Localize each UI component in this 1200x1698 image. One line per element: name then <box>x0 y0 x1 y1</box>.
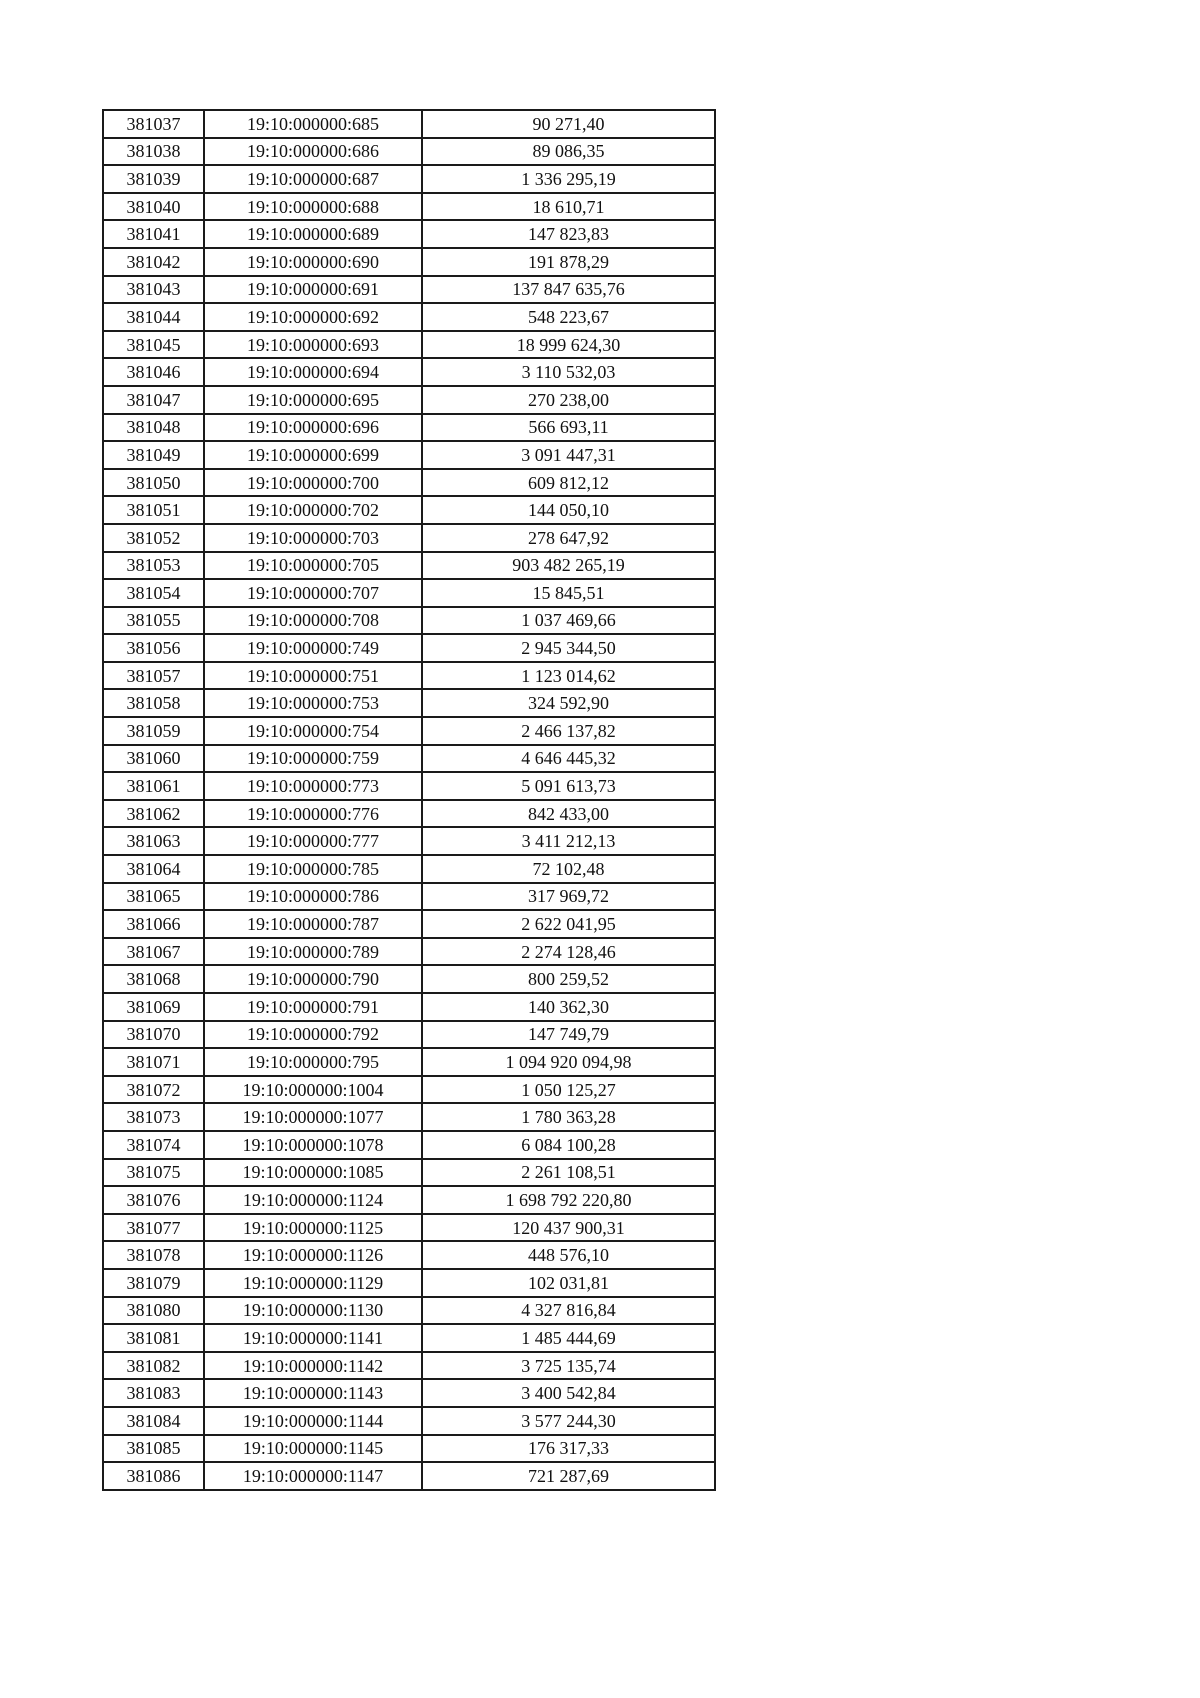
amount-cell: 176 317,33 <box>422 1435 715 1463</box>
cadastral-number-cell: 19:10:000000:703 <box>204 524 422 552</box>
table-row <box>103 220 715 248</box>
table-row <box>103 745 715 773</box>
row-number-cell: 381038 <box>103 138 204 166</box>
table-row <box>103 165 715 193</box>
amount-cell: 6 084 100,28 <box>422 1131 715 1159</box>
table-row <box>103 1269 715 1297</box>
cadastral-number-cell: 19:10:000000:1144 <box>204 1407 422 1435</box>
amount-cell: 448 576,10 <box>422 1241 715 1269</box>
row-number-cell: 381059 <box>103 717 204 745</box>
row-number-cell: 381067 <box>103 938 204 966</box>
row-number-cell: 381060 <box>103 745 204 773</box>
amount-cell: 144 050,10 <box>422 496 715 524</box>
table-row <box>103 772 715 800</box>
cadastral-number-cell: 19:10:000000:689 <box>204 220 422 248</box>
cadastral-number-cell: 19:10:000000:688 <box>204 193 422 221</box>
row-number-cell: 381073 <box>103 1103 204 1131</box>
amount-cell: 1 485 444,69 <box>422 1324 715 1352</box>
cadastral-number-cell: 19:10:000000:787 <box>204 910 422 938</box>
amount-cell: 2 622 041,95 <box>422 910 715 938</box>
amount-cell: 120 437 900,31 <box>422 1214 715 1242</box>
row-number-cell: 381050 <box>103 469 204 497</box>
cadastral-number-cell: 19:10:000000:696 <box>204 414 422 442</box>
row-number-cell: 381079 <box>103 1269 204 1297</box>
row-number-cell: 381075 <box>103 1159 204 1187</box>
cadastral-number-cell: 19:10:000000:693 <box>204 331 422 359</box>
amount-cell: 2 274 128,46 <box>422 938 715 966</box>
amount-cell: 1 780 363,28 <box>422 1103 715 1131</box>
row-number-cell: 381078 <box>103 1241 204 1269</box>
row-number-cell: 381037 <box>103 110 204 138</box>
amount-cell: 89 086,35 <box>422 138 715 166</box>
table-row <box>103 965 715 993</box>
amount-cell: 1 037 469,66 <box>422 607 715 635</box>
table-row <box>103 303 715 331</box>
amount-cell: 609 812,12 <box>422 469 715 497</box>
row-number-cell: 381080 <box>103 1297 204 1325</box>
cadastral-number-cell: 19:10:000000:695 <box>204 386 422 414</box>
cadastral-number-cell: 19:10:000000:1141 <box>204 1324 422 1352</box>
table-row <box>103 993 715 1021</box>
table-row <box>103 1021 715 1049</box>
cadastral-number-cell: 19:10:000000:1085 <box>204 1159 422 1187</box>
row-number-cell: 381071 <box>103 1048 204 1076</box>
cadastral-number-cell: 19:10:000000:791 <box>204 993 422 1021</box>
table-row <box>103 1214 715 1242</box>
cadastral-number-cell: 19:10:000000:1145 <box>204 1435 422 1463</box>
row-number-cell: 381056 <box>103 634 204 662</box>
amount-cell: 2 466 137,82 <box>422 717 715 745</box>
table-row <box>103 1435 715 1463</box>
row-number-cell: 381054 <box>103 579 204 607</box>
cadastral-number-cell: 19:10:000000:1147 <box>204 1462 422 1490</box>
row-number-cell: 381083 <box>103 1379 204 1407</box>
row-number-cell: 381063 <box>103 827 204 855</box>
table-row <box>103 1103 715 1131</box>
cadastral-number-cell: 19:10:000000:692 <box>204 303 422 331</box>
cadastral-number-cell: 19:10:000000:1143 <box>204 1379 422 1407</box>
table-body <box>103 110 715 1490</box>
row-number-cell: 381069 <box>103 993 204 1021</box>
row-number-cell: 381047 <box>103 386 204 414</box>
row-number-cell: 381068 <box>103 965 204 993</box>
table-row <box>103 1131 715 1159</box>
table-row <box>103 469 715 497</box>
cadastral-number-cell: 19:10:000000:759 <box>204 745 422 773</box>
table-row <box>103 386 715 414</box>
cadastral-number-cell: 19:10:000000:700 <box>204 469 422 497</box>
table-row <box>103 938 715 966</box>
row-number-cell: 381086 <box>103 1462 204 1490</box>
cadastral-number-cell: 19:10:000000:790 <box>204 965 422 993</box>
row-number-cell: 381040 <box>103 193 204 221</box>
table-row <box>103 634 715 662</box>
table-row <box>103 689 715 717</box>
cadastral-number-cell: 19:10:000000:749 <box>204 634 422 662</box>
cadastral-number-cell: 19:10:000000:777 <box>204 827 422 855</box>
cadastral-number-cell: 19:10:000000:785 <box>204 855 422 883</box>
table-row <box>103 1048 715 1076</box>
cadastral-number-cell: 19:10:000000:1130 <box>204 1297 422 1325</box>
row-number-cell: 381046 <box>103 358 204 386</box>
amount-cell: 137 847 635,76 <box>422 276 715 304</box>
amount-cell: 3 725 135,74 <box>422 1352 715 1380</box>
cadastral-number-cell: 19:10:000000:691 <box>204 276 422 304</box>
table-row <box>103 1379 715 1407</box>
amount-cell: 1 336 295,19 <box>422 165 715 193</box>
amount-cell: 4 646 445,32 <box>422 745 715 773</box>
row-number-cell: 381061 <box>103 772 204 800</box>
amount-cell: 72 102,48 <box>422 855 715 883</box>
cadastral-number-cell: 19:10:000000:705 <box>204 552 422 580</box>
row-number-cell: 381082 <box>103 1352 204 1380</box>
cadastral-number-cell: 19:10:000000:702 <box>204 496 422 524</box>
amount-cell: 1 094 920 094,98 <box>422 1048 715 1076</box>
amount-cell: 4 327 816,84 <box>422 1297 715 1325</box>
table-row <box>103 1324 715 1352</box>
cadastral-number-cell: 19:10:000000:708 <box>204 607 422 635</box>
row-number-cell: 381042 <box>103 248 204 276</box>
table-row <box>103 248 715 276</box>
row-number-cell: 381066 <box>103 910 204 938</box>
amount-cell: 90 271,40 <box>422 110 715 138</box>
amount-cell: 842 433,00 <box>422 800 715 828</box>
table-row <box>103 800 715 828</box>
row-number-cell: 381064 <box>103 855 204 883</box>
cadastral-number-cell: 19:10:000000:690 <box>204 248 422 276</box>
table-row <box>103 358 715 386</box>
amount-cell: 270 238,00 <box>422 386 715 414</box>
amount-cell: 278 647,92 <box>422 524 715 552</box>
table-row <box>103 579 715 607</box>
amount-cell: 140 362,30 <box>422 993 715 1021</box>
cadastral-number-cell: 19:10:000000:1142 <box>204 1352 422 1380</box>
row-number-cell: 381062 <box>103 800 204 828</box>
cadastral-number-cell: 19:10:000000:694 <box>204 358 422 386</box>
cadastral-number-cell: 19:10:000000:1078 <box>204 1131 422 1159</box>
amount-cell: 5 091 613,73 <box>422 772 715 800</box>
cadastral-number-cell: 19:10:000000:699 <box>204 441 422 469</box>
cadastral-number-cell: 19:10:000000:707 <box>204 579 422 607</box>
row-number-cell: 381051 <box>103 496 204 524</box>
row-number-cell: 381057 <box>103 662 204 690</box>
amount-cell: 18 610,71 <box>422 193 715 221</box>
row-number-cell: 381055 <box>103 607 204 635</box>
table-row <box>103 1076 715 1104</box>
cadastral-number-cell: 19:10:000000:685 <box>204 110 422 138</box>
amount-cell: 566 693,11 <box>422 414 715 442</box>
amount-cell: 800 259,52 <box>422 965 715 993</box>
cadastral-number-cell: 19:10:000000:686 <box>204 138 422 166</box>
table-row <box>103 138 715 166</box>
table-row <box>103 662 715 690</box>
amount-cell: 3 110 532,03 <box>422 358 715 386</box>
row-number-cell: 381048 <box>103 414 204 442</box>
cadastral-number-cell: 19:10:000000:751 <box>204 662 422 690</box>
row-number-cell: 381049 <box>103 441 204 469</box>
table-row <box>103 441 715 469</box>
amount-cell: 317 969,72 <box>422 883 715 911</box>
amount-cell: 3 577 244,30 <box>422 1407 715 1435</box>
row-number-cell: 381053 <box>103 552 204 580</box>
cadastral-number-cell: 19:10:000000:1125 <box>204 1214 422 1242</box>
cadastral-number-cell: 19:10:000000:792 <box>204 1021 422 1049</box>
table-row <box>103 1352 715 1380</box>
row-number-cell: 381041 <box>103 220 204 248</box>
row-number-cell: 381074 <box>103 1131 204 1159</box>
cadastral-number-cell: 19:10:000000:1129 <box>204 1269 422 1297</box>
amount-cell: 3 091 447,31 <box>422 441 715 469</box>
row-number-cell: 381077 <box>103 1214 204 1242</box>
amount-cell: 3 411 212,13 <box>422 827 715 855</box>
row-number-cell: 381072 <box>103 1076 204 1104</box>
table-row <box>103 496 715 524</box>
cadastral-number-cell: 19:10:000000:786 <box>204 883 422 911</box>
amount-cell: 15 845,51 <box>422 579 715 607</box>
amount-cell: 1 698 792 220,80 <box>422 1186 715 1214</box>
cadastral-value-table <box>102 109 716 1491</box>
row-number-cell: 381081 <box>103 1324 204 1352</box>
cadastral-number-cell: 19:10:000000:1126 <box>204 1241 422 1269</box>
row-number-cell: 381052 <box>103 524 204 552</box>
table-row <box>103 717 715 745</box>
cadastral-number-cell: 19:10:000000:754 <box>204 717 422 745</box>
cadastral-number-cell: 19:10:000000:1004 <box>204 1076 422 1104</box>
cadastral-number-cell: 19:10:000000:1077 <box>204 1103 422 1131</box>
amount-cell: 1 050 125,27 <box>422 1076 715 1104</box>
table-row <box>103 110 715 138</box>
amount-cell: 903 482 265,19 <box>422 552 715 580</box>
row-number-cell: 381065 <box>103 883 204 911</box>
row-number-cell: 381043 <box>103 276 204 304</box>
amount-cell: 1 123 014,62 <box>422 662 715 690</box>
table-row <box>103 276 715 304</box>
amount-cell: 18 999 624,30 <box>422 331 715 359</box>
table-row <box>103 607 715 635</box>
row-number-cell: 381076 <box>103 1186 204 1214</box>
amount-cell: 147 823,83 <box>422 220 715 248</box>
table-row <box>103 414 715 442</box>
row-number-cell: 381085 <box>103 1435 204 1463</box>
amount-cell: 102 031,81 <box>422 1269 715 1297</box>
table-row <box>103 827 715 855</box>
table-row <box>103 1241 715 1269</box>
amount-cell: 721 287,69 <box>422 1462 715 1490</box>
table-row <box>103 1186 715 1214</box>
row-number-cell: 381084 <box>103 1407 204 1435</box>
row-number-cell: 381039 <box>103 165 204 193</box>
amount-cell: 2 945 344,50 <box>422 634 715 662</box>
cadastral-number-cell: 19:10:000000:789 <box>204 938 422 966</box>
row-number-cell: 381070 <box>103 1021 204 1049</box>
cadastral-number-cell: 19:10:000000:1124 <box>204 1186 422 1214</box>
cadastral-number-cell: 19:10:000000:753 <box>204 689 422 717</box>
table-row <box>103 331 715 359</box>
table-row <box>103 855 715 883</box>
table-row <box>103 1462 715 1490</box>
amount-cell: 191 878,29 <box>422 248 715 276</box>
table-row <box>103 524 715 552</box>
amount-cell: 548 223,67 <box>422 303 715 331</box>
row-number-cell: 381045 <box>103 331 204 359</box>
cadastral-number-cell: 19:10:000000:776 <box>204 800 422 828</box>
table-row <box>103 552 715 580</box>
cadastral-number-cell: 19:10:000000:773 <box>204 772 422 800</box>
amount-cell: 147 749,79 <box>422 1021 715 1049</box>
cadastral-number-cell: 19:10:000000:795 <box>204 1048 422 1076</box>
table-row <box>103 1297 715 1325</box>
table-row <box>103 193 715 221</box>
amount-cell: 2 261 108,51 <box>422 1159 715 1187</box>
table-row <box>103 1407 715 1435</box>
table-row <box>103 1159 715 1187</box>
amount-cell: 3 400 542,84 <box>422 1379 715 1407</box>
row-number-cell: 381058 <box>103 689 204 717</box>
table-row <box>103 910 715 938</box>
cadastral-number-cell: 19:10:000000:687 <box>204 165 422 193</box>
table-row <box>103 883 715 911</box>
row-number-cell: 381044 <box>103 303 204 331</box>
amount-cell: 324 592,90 <box>422 689 715 717</box>
